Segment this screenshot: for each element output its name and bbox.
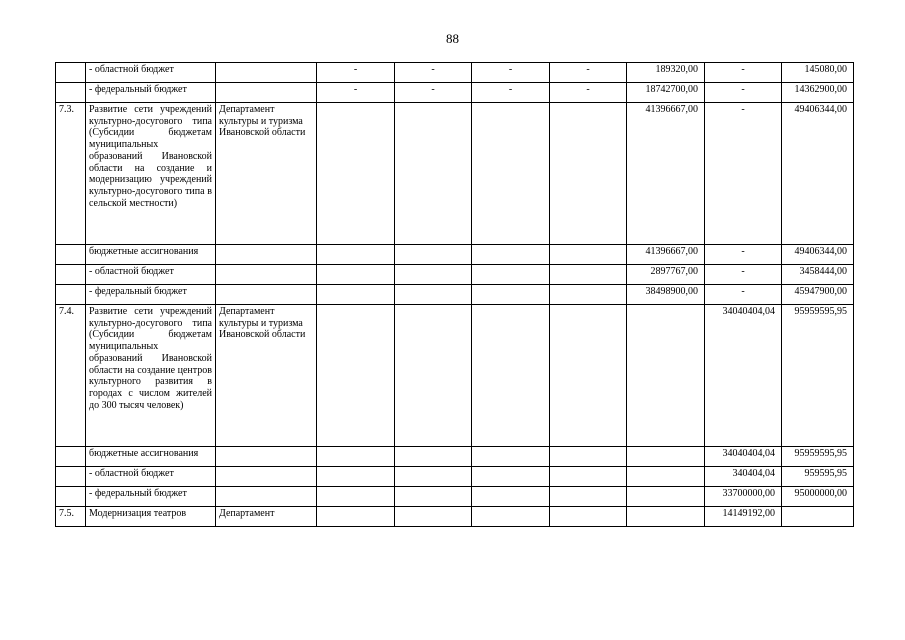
value-cell: - (550, 63, 627, 83)
table-row (56, 467, 854, 487)
row-executor: Департамент культуры и туризма Ивановской области (216, 103, 317, 245)
value-cell: - (317, 63, 395, 83)
value-cell (317, 507, 395, 527)
value-cell (550, 507, 627, 527)
row-name: - федеральный бюджет (86, 285, 216, 305)
value-cell (395, 245, 472, 265)
row-executor: Департамент (216, 507, 317, 527)
value-cell: 14362900,00 (782, 83, 854, 103)
budget-table (55, 62, 854, 527)
value-cell (472, 447, 550, 467)
value-cell (550, 467, 627, 487)
value-cell (550, 265, 627, 285)
row-number: 7.4. (56, 305, 86, 447)
row-executor (216, 285, 317, 305)
value-cell (317, 487, 395, 507)
value-cell: - (705, 83, 782, 103)
value-cell (627, 487, 705, 507)
row-executor: Департамент культуры и туризма Ивановской области (216, 305, 317, 447)
table-row (56, 63, 854, 83)
row-name: - областной бюджет (86, 467, 216, 487)
row-name: Развитие сети учреждений культурно-досугового типа (Субсидии бюджетам муниципальных образований Ивановской области на создание и модернизацию учреждений культурно-досугового типа в сельской местности) (86, 103, 216, 245)
row-number (56, 487, 86, 507)
value-cell (317, 103, 395, 245)
value-cell (627, 447, 705, 467)
value-cell (472, 467, 550, 487)
table-row (56, 103, 854, 245)
row-number (56, 447, 86, 467)
row-executor (216, 447, 317, 467)
row-executor (216, 245, 317, 265)
value-cell (782, 507, 854, 527)
value-cell: - (472, 63, 550, 83)
value-cell (472, 265, 550, 285)
value-cell (317, 447, 395, 467)
table-row (56, 83, 854, 103)
value-cell (472, 245, 550, 265)
value-cell (395, 487, 472, 507)
value-cell (550, 447, 627, 467)
value-cell (395, 285, 472, 305)
row-name: - областной бюджет (86, 265, 216, 285)
row-executor (216, 63, 317, 83)
value-cell (317, 245, 395, 265)
value-cell (395, 305, 472, 447)
value-cell: - (705, 103, 782, 245)
row-name: Модернизация театров (86, 507, 216, 527)
value-cell: 41396667,00 (627, 245, 705, 265)
table-row (56, 245, 854, 265)
value-cell: 14149192,00 (705, 507, 782, 527)
value-cell (550, 245, 627, 265)
value-cell (317, 285, 395, 305)
value-cell (395, 265, 472, 285)
page-number: 88 (446, 31, 459, 46)
row-executor (216, 487, 317, 507)
value-cell (395, 103, 472, 245)
value-cell (627, 305, 705, 447)
table-row (56, 265, 854, 285)
value-cell (550, 487, 627, 507)
table-row (56, 507, 854, 527)
value-cell: 45947900,00 (782, 285, 854, 305)
value-cell: - (395, 63, 472, 83)
value-cell: - (395, 83, 472, 103)
value-cell (472, 103, 550, 245)
value-cell: - (550, 83, 627, 103)
value-cell: - (472, 83, 550, 103)
value-cell: 145080,00 (782, 63, 854, 83)
value-cell: 3458444,00 (782, 265, 854, 285)
value-cell: - (317, 83, 395, 103)
value-cell (550, 103, 627, 245)
value-cell (472, 285, 550, 305)
table-row (56, 285, 854, 305)
value-cell: 34040404,04 (705, 447, 782, 467)
row-name: Развитие сети учреждений культурно-досугового типа (Субсидии бюджетам муниципальных образований Ивановской области на создание центров культурного развития в городах с числом жителей до 300 тысяч человек) (86, 305, 216, 447)
value-cell (472, 305, 550, 447)
value-cell: 95000000,00 (782, 487, 854, 507)
value-cell: 18742700,00 (627, 83, 705, 103)
table-row (56, 487, 854, 507)
value-cell (627, 507, 705, 527)
table-row (56, 305, 854, 447)
row-executor (216, 265, 317, 285)
row-number (56, 83, 86, 103)
row-number: 7.5. (56, 507, 86, 527)
value-cell: 34040404,04 (705, 305, 782, 447)
value-cell (550, 285, 627, 305)
row-name: бюджетные ассигнования (86, 447, 216, 467)
row-number (56, 245, 86, 265)
value-cell: 95959595,95 (782, 305, 854, 447)
value-cell: - (705, 265, 782, 285)
value-cell: 959595,95 (782, 467, 854, 487)
value-cell: - (705, 245, 782, 265)
value-cell (627, 467, 705, 487)
value-cell: 38498900,00 (627, 285, 705, 305)
value-cell (395, 507, 472, 527)
value-cell: 95959595,95 (782, 447, 854, 467)
value-cell (317, 305, 395, 447)
value-cell: 33700000,00 (705, 487, 782, 507)
value-cell: 2897767,00 (627, 265, 705, 285)
row-number (56, 285, 86, 305)
value-cell (550, 305, 627, 447)
value-cell: 41396667,00 (627, 103, 705, 245)
row-number: 7.3. (56, 103, 86, 245)
value-cell (472, 507, 550, 527)
row-name: - федеральный бюджет (86, 487, 216, 507)
value-cell: 340404,04 (705, 467, 782, 487)
row-name: - федеральный бюджет (86, 83, 216, 103)
row-number (56, 265, 86, 285)
row-number (56, 63, 86, 83)
value-cell (395, 467, 472, 487)
row-executor (216, 83, 317, 103)
value-cell (317, 467, 395, 487)
value-cell: 49406344,00 (782, 245, 854, 265)
row-executor (216, 467, 317, 487)
value-cell (472, 487, 550, 507)
value-cell: - (705, 285, 782, 305)
row-name: - областной бюджет (86, 63, 216, 83)
row-number (56, 467, 86, 487)
value-cell: 189320,00 (627, 63, 705, 83)
value-cell (317, 265, 395, 285)
row-name: бюджетные ассигнования (86, 245, 216, 265)
value-cell: 49406344,00 (782, 103, 854, 245)
table-row (56, 447, 854, 467)
value-cell (395, 447, 472, 467)
value-cell: - (705, 63, 782, 83)
